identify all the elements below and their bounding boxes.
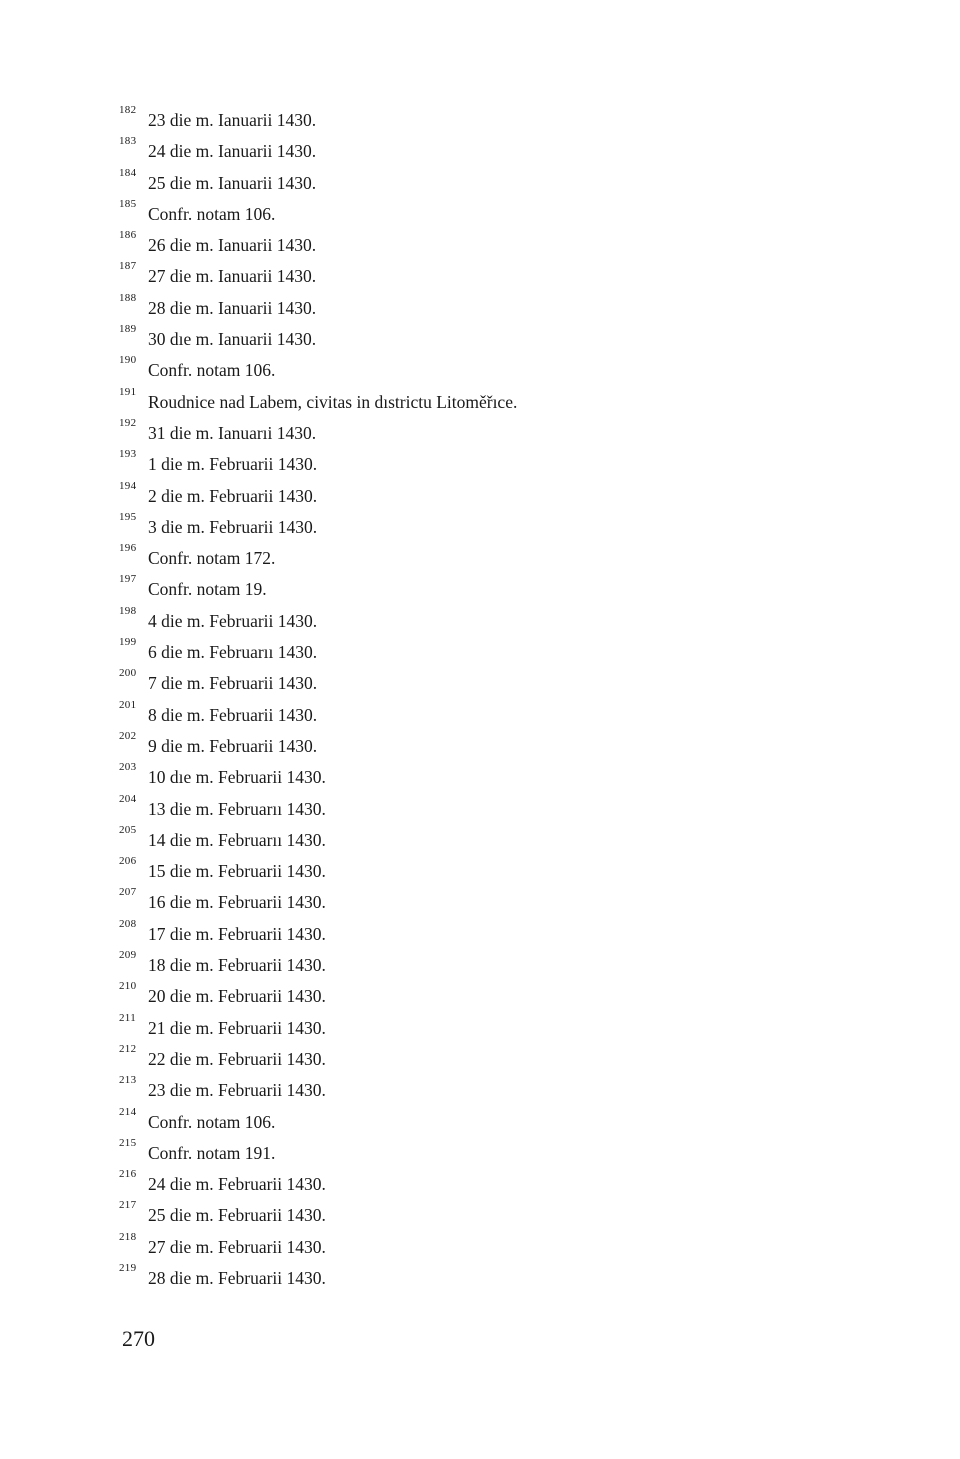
footnote-number: 189 — [119, 323, 137, 336]
footnote-number: 214 — [119, 1105, 137, 1118]
footnote-number: 202 — [119, 729, 137, 742]
page-number: 270 — [122, 1326, 155, 1351]
footnote-number: 205 — [119, 823, 137, 836]
footnote-number: 187 — [119, 260, 137, 273]
footnote-number: 197 — [119, 573, 137, 586]
footnote-text: 15 die m. Februarii 1430. — [148, 861, 326, 882]
footnote-number: 188 — [119, 291, 137, 304]
footnote-number: 198 — [119, 604, 137, 617]
footnote-number: 211 — [119, 1011, 136, 1024]
footnote-number: 193 — [119, 448, 137, 461]
footnote-number: 217 — [119, 1199, 137, 1212]
footnote-text: 23 die m. Februarii 1430. — [148, 1080, 326, 1101]
footnote-text: 20 die m. Februarii 1430. — [148, 986, 326, 1007]
footnote-text: 27 die m. Ianuarii 1430. — [148, 266, 317, 287]
footnote-text: 13 die m. Februarıı 1430. — [148, 798, 326, 819]
footnote-number: 218 — [119, 1230, 137, 1243]
footnote-text: 24 die m. Ianuarii 1430. — [148, 141, 317, 162]
footnote-number: 191 — [119, 385, 137, 398]
footnote-text: 26 die m. Ianuarii 1430. — [148, 235, 317, 256]
footnote-text: 2 die m. Februarii 1430. — [148, 485, 318, 506]
footnote-text: 16 die m. Februarii 1430. — [148, 892, 326, 913]
footnote-number: 192 — [119, 416, 137, 429]
footnote-text: 7 die m. Februarii 1430. — [148, 673, 318, 694]
footnote-text: 28 die m. Februarii 1430. — [148, 1267, 326, 1288]
footnote-text: 14 die m. Februarıı 1430. — [148, 829, 326, 850]
footnote-text: 22 die m. Februarii 1430. — [148, 1048, 326, 1069]
footnote-text: Roudnice nad Labem, civitas in dıstrictu Litoměřıce. — [148, 391, 518, 412]
footnote-number: 186 — [119, 229, 137, 242]
footnote-text: 17 die m. Februarii 1430. — [148, 923, 326, 944]
footnote-number: 183 — [119, 135, 137, 148]
footnote-number: 184 — [119, 166, 137, 179]
footnote-number: 215 — [119, 1136, 137, 1149]
footnote-text: 28 die m. Ianuarii 1430. — [148, 297, 317, 318]
footnote-number: 216 — [119, 1168, 137, 1181]
footnote-number: 210 — [119, 980, 137, 993]
footnote-text: 18 die m. Februarii 1430. — [148, 955, 326, 976]
footnote-text: Confr. notam 106. — [148, 203, 276, 224]
footnote-number: 206 — [119, 855, 137, 868]
footnote-text: Confr. notam 106. — [148, 1111, 276, 1132]
footnote-text: 4 die m. Februarii 1430. — [148, 610, 318, 631]
footnote-number: 194 — [119, 479, 137, 492]
footnote-number: 212 — [119, 1042, 137, 1055]
footnote-number: 201 — [119, 698, 137, 711]
footnote-number: 182 — [119, 104, 137, 116]
footnote-number: 207 — [119, 886, 137, 899]
footnote-text: Confr. notam 19. — [148, 579, 267, 600]
footnote-number: 196 — [119, 542, 137, 555]
footnote-text: 21 die m. Februarii 1430. — [148, 1017, 326, 1038]
footnote-text: 25 die m. Februarii 1430. — [148, 1205, 326, 1226]
footnote-number: 195 — [119, 510, 137, 523]
footnote-text: Confr. notam 106. — [148, 360, 276, 381]
footnote-number: 208 — [119, 917, 137, 930]
footnote-number: 200 — [119, 667, 137, 680]
footnote-number: 203 — [119, 761, 137, 774]
footnote-text: 31 die m. Ianuarıi 1430. — [148, 422, 317, 443]
footnote-text: 6 die m. Februarıı 1430. — [148, 642, 318, 663]
footnote-text: 9 die m. Februarii 1430. — [148, 735, 318, 756]
footnote-number: 204 — [119, 792, 137, 805]
footnote-number: 199 — [119, 636, 137, 649]
footnote-text: 30 dıe m. Ianuarii 1430. — [148, 329, 317, 350]
footnote-text: 10 dıe m. Februarii 1430. — [148, 767, 326, 788]
footnote-text: 1 die m. Februarii 1430. — [148, 454, 318, 475]
footnote-number: 209 — [119, 949, 137, 962]
footnote-text: 27 die m. Februarii 1430. — [148, 1236, 326, 1257]
footnote-number: 185 — [119, 197, 137, 210]
footnote-number: 219 — [119, 1261, 137, 1274]
footnote-text: 24 die m. Februarii 1430. — [148, 1174, 326, 1195]
footnote-number: 213 — [119, 1074, 137, 1087]
footnote-text: Confr. notam 191. — [148, 1142, 276, 1163]
footnote-text: Confr. notam 172. — [148, 548, 276, 569]
footnote-text: 3 die m. Februarii 1430. — [148, 516, 318, 537]
footnote-text: 23 die m. Ianuarii 1430. — [148, 110, 317, 130]
footnote-text: 25 die m. Ianuarii 1430. — [148, 172, 317, 193]
footnote-text: 8 die m. Februarii 1430. — [148, 704, 318, 725]
footnote-number: 190 — [119, 354, 137, 367]
